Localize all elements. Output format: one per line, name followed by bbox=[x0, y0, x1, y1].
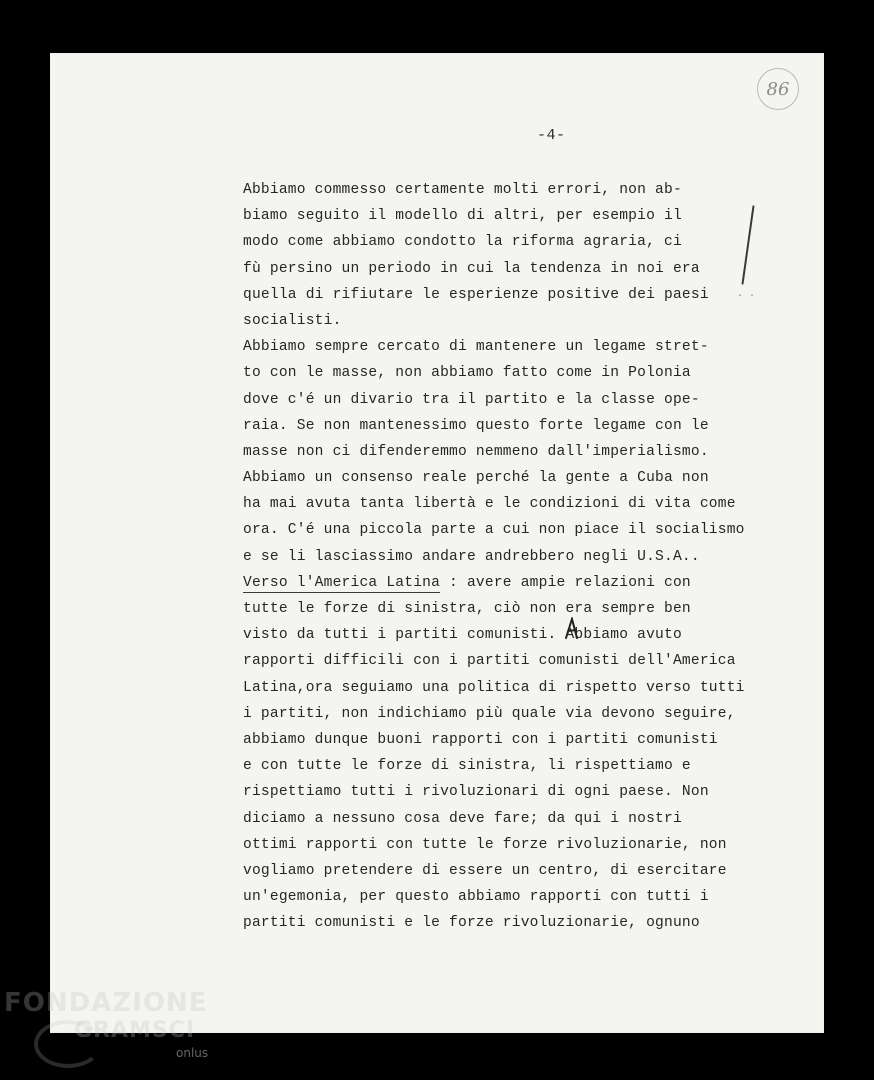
section-heading-rest: : avere ampie relazioni con bbox=[440, 574, 691, 591]
text-line: visto da tutti i partiti comunisti. Abbiamo avuto bbox=[243, 627, 682, 644]
section-heading-line bbox=[243, 570, 763, 596]
text-line: abbiamo dunque buoni rapporti con i partiti comunisti bbox=[243, 731, 718, 748]
text-line: rapporti difficili con i partiti comunisti dell'America bbox=[243, 653, 736, 670]
text-line: Abbiamo un consenso reale perché la gente a Cuba non bbox=[243, 470, 709, 487]
text-line: ottimi rapporti con tutte le forze rivoluzionarie, non bbox=[243, 836, 727, 853]
section-heading: Verso l'America Latina bbox=[243, 574, 441, 591]
text-line: tutte le forze di sinistra, ciò non era sempre ben bbox=[243, 601, 691, 617]
fondazione-gramsci-watermark bbox=[4, 980, 224, 1080]
text-line: un'egemonia, per questo abbiamo rapporti con tutti i bbox=[243, 889, 709, 906]
watermark-line1: FONDAZIONE bbox=[4, 988, 208, 1018]
text-line: vogliamo pretendere di essere un centro, di esercitare bbox=[243, 862, 727, 879]
archive-number: 86 bbox=[766, 78, 790, 100]
text-line: dove c'é un divario tra il partito e la classe ope- bbox=[243, 391, 700, 408]
page-number: -4- bbox=[537, 127, 566, 144]
archive-stamp bbox=[757, 68, 799, 110]
text-line: e con tutte le forze di sinistra, li rispettiamo e bbox=[243, 758, 691, 775]
text-line: i partiti, non indichiamo più quale via devono seguire, bbox=[243, 705, 736, 722]
text-line: quella di rifiutare le esperienze positive dei paesi bbox=[243, 286, 709, 303]
text-line: to con le masse, non abbiamo fatto come in Polonia bbox=[243, 365, 691, 382]
text-line: e se li lasciassimo andare andrebbero negli U.S.A.. bbox=[243, 548, 700, 565]
text-line: rispettiamo tutti i rivoluzionari di ogni paese. Non bbox=[243, 784, 709, 801]
watermark-line2: GRAMSCI bbox=[74, 1018, 196, 1043]
text-line: biamo seguito il modello di altri, per esempio il bbox=[243, 208, 682, 225]
text-line: masse non ci difenderemmo nemmeno dall'imperialismo. bbox=[243, 443, 709, 460]
text-line: partiti comunisti e le forze rivoluzionarie, ognuno bbox=[243, 915, 700, 932]
text-line: diciamo a nessuno cosa deve fare; da qui i nostri bbox=[243, 810, 682, 827]
text-line: ha mai avuta tanta libertà e le condizioni di vita come bbox=[243, 496, 736, 513]
text-line: raia. Se non mantenessimo questo forte legame con le bbox=[243, 417, 709, 434]
text-line: modo come abbiamo condotto la riforma agraria, ci bbox=[243, 234, 682, 251]
text-line: ora. C'é una piccola parte a cui non piace il socialismo bbox=[243, 522, 745, 539]
watermark-line3: onlus bbox=[176, 1046, 209, 1060]
text-line: Abbiamo sempre cercato di mantenere un legame stret- bbox=[243, 339, 709, 356]
text-line: Abbiamo commesso certamente molti errori, non ab- bbox=[243, 182, 682, 198]
text-line: socialisti. bbox=[243, 312, 342, 329]
margin-dot-mark: · · bbox=[737, 291, 756, 302]
text-line: Latina,ora seguiamo una politica di rispetto verso tutti bbox=[243, 679, 745, 696]
text-line: fù persino un periodo in cui la tendenza in noi era bbox=[243, 260, 700, 277]
body-text bbox=[243, 177, 763, 936]
